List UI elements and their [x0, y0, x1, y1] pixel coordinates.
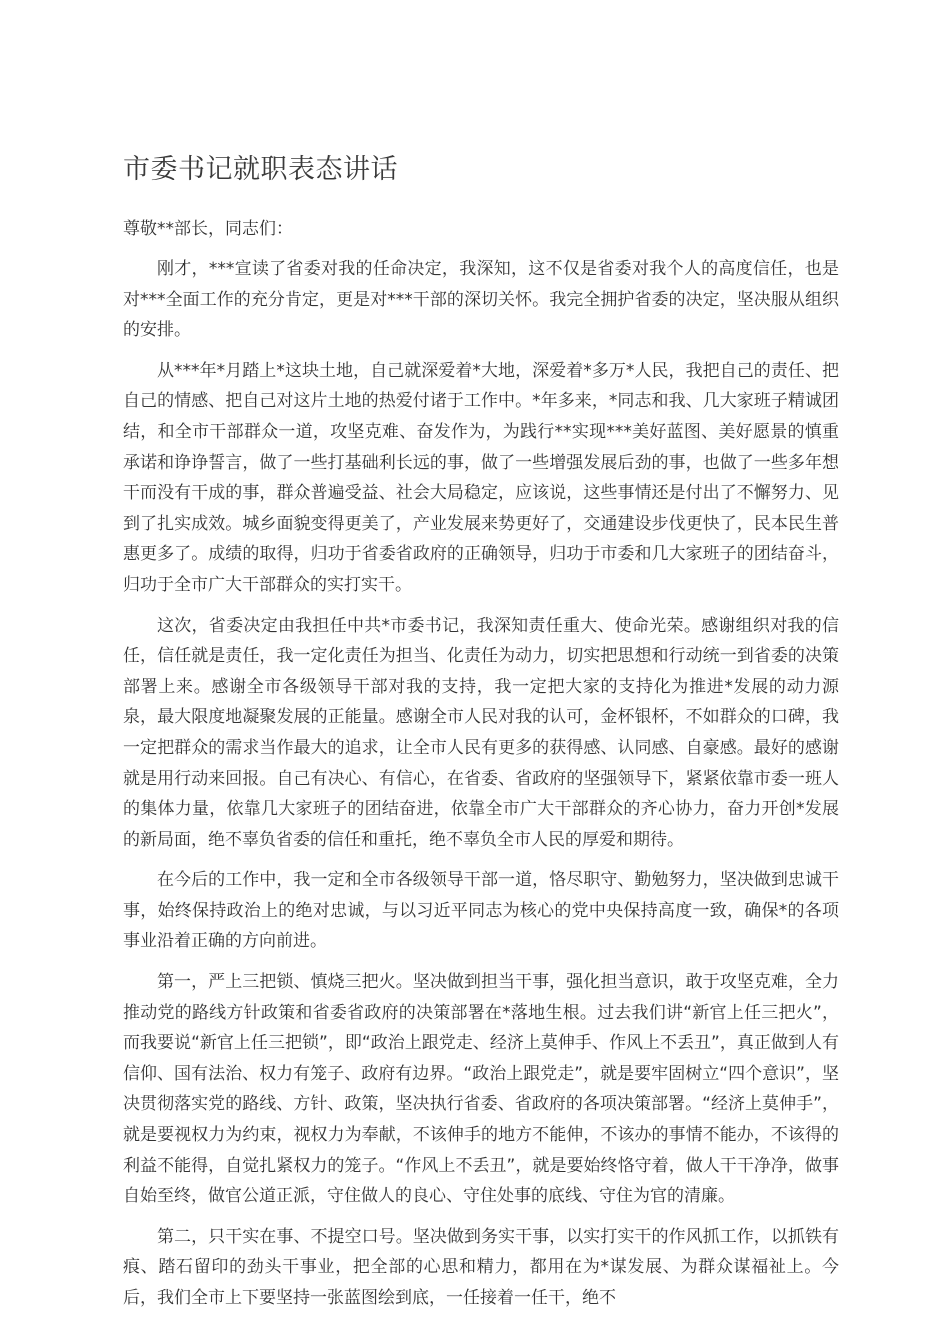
paragraph: 第一，严上三把锁、慎烧三把火。坚决做到担当干事，强化担当意识，敢于攻坚克难，全力推动党的路线方针政策和省委省政府的决策部署在*落地生根。过去我们讲“新官上任三把火”，而我要说“新官上任三把锁”，即“政治上跟党走、经济上莫伸手、作风上不丢丑”，真正做到人有信仰、国有法治、权力有笼子、政府有边界。“政治上跟党走”，就是要牢固树立“四个意识”，坚决贯彻落实党的路线、方针、政策，坚决执行省委、省政府的各项决策部署。“经济上莫伸手”，就是要视权力为约束，视权力为奉献，不该伸手的地方不能伸，不该办的事情不能办，不该得的利益不能得，自觉扎紧权力的笼子。“作风上不丢丑”，就是要始终恪守着，做人干干净净，做事自始至终，做官公道正派，守住做人的良心、守住处事的底线、守住为官的清廉。 [123, 972, 839, 1207]
paragraph: 第二，只干实在事、不提空口号。坚决做到务实干事，以实打实干的作风抓工作，以抓铁有痕、踏石留印的劲头干事业，把全部的心思和精力，都用在为*谋发展、为群众谋福祉上。今后，我们全市上下要坚持一张蓝图绘到底，一任接着一任干，绝不 [123, 1226, 839, 1308]
paragraph: 从***年*月踏上*这块土地，自己就深爱着*大地，深爱着*多万*人民，我把自己的责任、把自己的情感、把自己对这片土地的热爱付诸于工作中。*年多来，*同志和我、几大家班子精诚团结，和全市干部群众一道，攻坚克难、奋发作为，为践行**实现***美好蓝图、美好愿景的慎重承诺和诤诤誓言，做了一些打基础利长远的事，做了一些增强发展后劲的事，也做了一些多年想干而没有干成的事，群众普遍受益、社会大局稳定，应该说，这些事情还是付出了不懈努力、见到了扎实成效。城乡面貌变得更美了，产业发展来势更好了，交通建设步伐更快了，民本民生普惠更多了。成绩的取得，归功于省委省政府的正确领导，归功于市委和几大家班子的团结奋斗，归功于全市广大干部群众的实打实干。 [123, 360, 839, 595]
document-page [123, 150, 839, 1324]
paragraph: 这次，省委决定由我担任中共*市委书记，我深知责任重大、使命光荣。感谢组织对我的信任，信任就是责任，我一定化责任为担当、化责任为动力，切实把思想和行动统一到省委的决策部署上来。感谢全市各级领导干部对我的支持，我一定把大家的支持化为推进*发展的动力源泉，最大限度地凝聚发展的正能量。感谢全市人民对我的认可，金杯银杯，不如群众的口碑，我一定把群众的需求当作最大的追求，让全市人民有更多的获得感、认同感、自豪感。最好的感谢就是用行动来回报。自己有决心、有信心，在省委、省政府的坚强领导下，紧紧依靠市委一班人的集体力量，依靠几大家班子的团结奋进，依靠全市广大干部群众的齐心协力，奋力开创*发展的新局面，绝不辜负省委的信任和重托，绝不辜负全市人民的厚爱和期待。 [123, 615, 839, 850]
document-title: 市委书记就职表态讲话 [123, 154, 398, 185]
paragraph: 刚才，***宣读了省委对我的任命决定，我深知，这不仅是省委对我个人的高度信任，也是对***全面工作的充分肯定，更是对***干部的深切关怀。我完全拥护省委的决定，坚决服从组织的安排。 [123, 259, 839, 341]
salutation: 尊敬**部长，同志们： [123, 219, 293, 239]
paragraph: 在今后的工作中，我一定和全市各级领导干部一道，恪尽职守、勤勉努力，坚决做到忠诚干事，始终保持政治上的绝对忠诚，与以习近平同志为核心的党中央保持高度一致，确保*的各项事业沿着正确的方向前进。 [123, 870, 839, 952]
